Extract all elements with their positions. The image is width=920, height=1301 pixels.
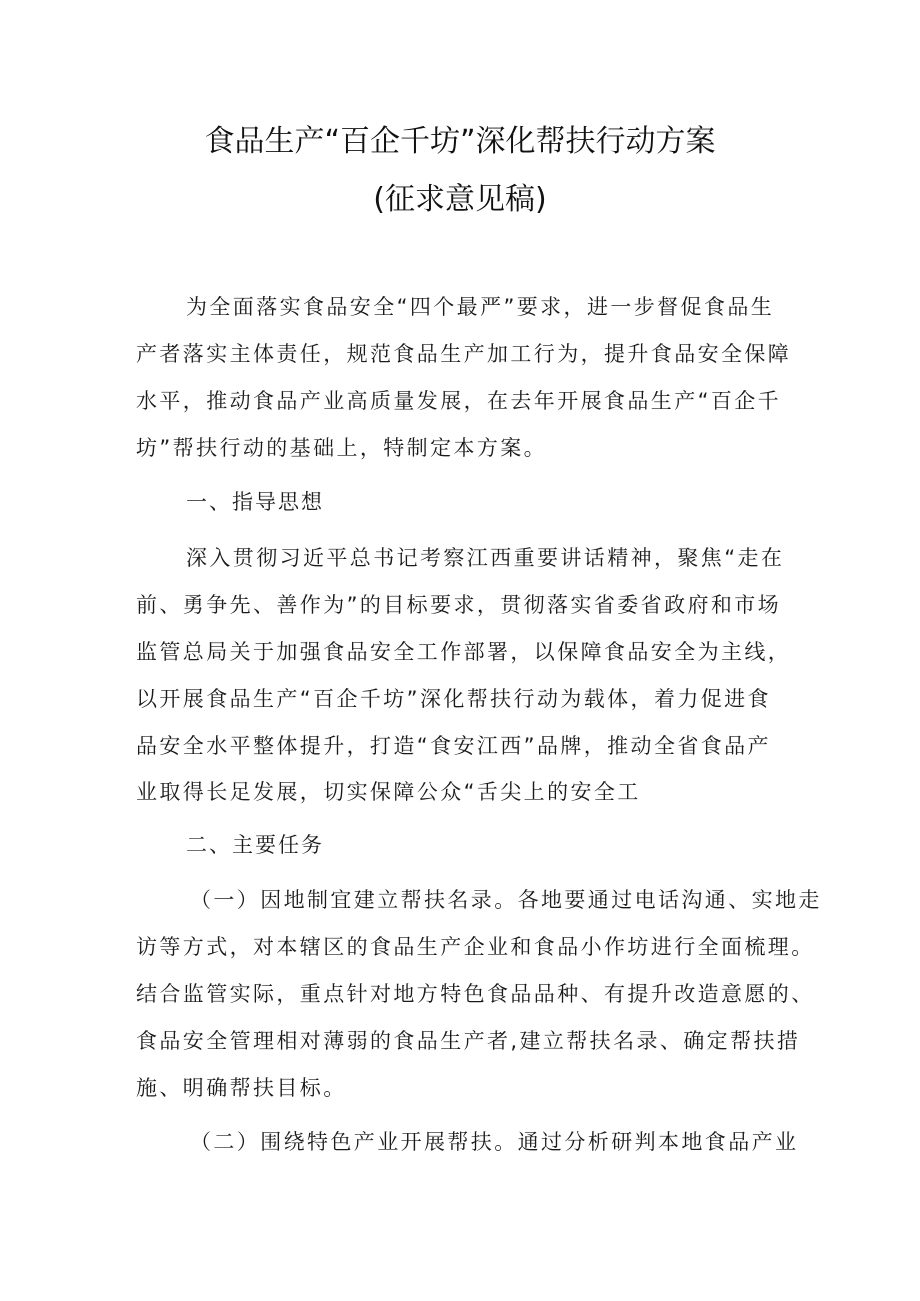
- guiding-paragraph-line-6: 业取得长足发展，切实保障公众“舌尖上的安全工: [136, 780, 641, 804]
- guiding-paragraph-line-4: 以开展食品生产“百企千坊”深化帮扶行动为载体，着力促进食: [136, 687, 771, 711]
- task-one-line-5: 施、明确帮扶目标。: [136, 1076, 347, 1100]
- guiding-paragraph-line-2: 前、勇争先、善作为”的目标要求，贯彻落实省委省政府和市场: [136, 593, 782, 617]
- intro-paragraph-line-3: 水平，推动食品产业高质量发展，在去年开展食品生产“百企千: [136, 389, 782, 413]
- task-one-line-3: 结合监管实际，重点针对地方特色食品品种、有提升改造意愿的、: [136, 982, 815, 1006]
- task-one-line-2: 访等方式，对本辖区的食品生产企业和食品小作坊进行全面梳理。: [136, 935, 815, 959]
- section-heading-main-tasks: 二、主要任务: [186, 833, 324, 857]
- guiding-paragraph-line-5: 品安全水平整体提升，打造“食安江西”品牌，推动全省食品产: [136, 734, 771, 758]
- task-one-line-1: （一）因地制宜建立帮扶名录。各地要通过电话沟通、实地走: [190, 888, 822, 912]
- intro-paragraph-line-1: 为全面落实食品安全“四个最严”要求，进一步督促食品生: [186, 295, 775, 319]
- document-subtitle: (征求意见稿): [373, 182, 547, 217]
- task-one-line-4: 食品安全管理相对薄弱的食品生产者,建立帮扶名录、确定帮扶措: [136, 1029, 801, 1053]
- document-title: 食品生产“百企千坊”深化帮扶行动方案: [204, 124, 716, 159]
- section-heading-guiding-ideology: 一、指导思想: [186, 490, 324, 514]
- guiding-paragraph-line-3: 监管总局关于加强食品安全工作部署，以保障食品安全为主线，: [136, 640, 792, 664]
- guiding-paragraph-line-1: 深入贯彻习近平总书记考察江西重要讲话精神，聚焦“走在: [186, 546, 785, 570]
- intro-paragraph-line-4: 坊”帮扶行动的基础上，特制定本方案。: [136, 436, 548, 460]
- task-two-line-1: （二）围绕特色产业开展帮扶。通过分析研判本地食品产业: [190, 1130, 799, 1154]
- intro-paragraph-line-2: 产者落实主体责任，规范食品生产加工行为，提升食品安全保障: [136, 342, 792, 366]
